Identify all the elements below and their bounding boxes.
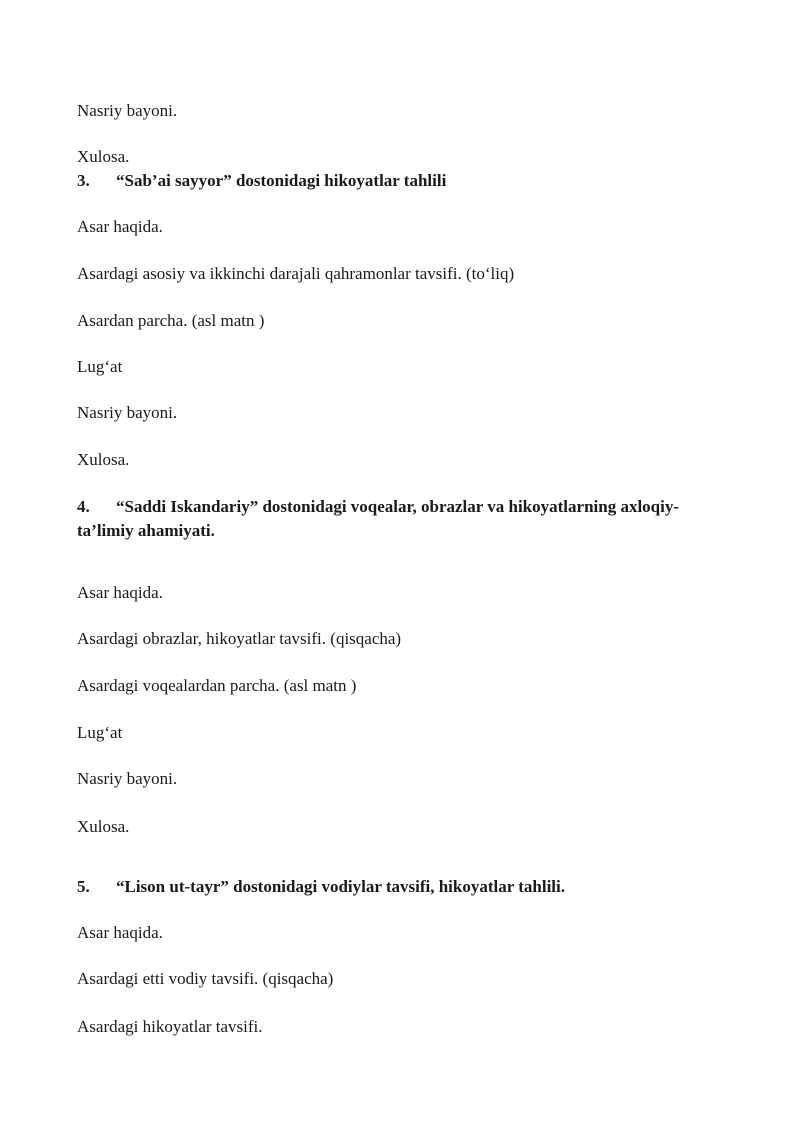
list-item: Asardagi asosiy va ikkinchi darajali qahramonlar tavsifi. (to‘liq) bbox=[77, 264, 515, 283]
conclusion-item: Xulosa. bbox=[77, 147, 130, 166]
list-item: Nasriy bayoni. bbox=[77, 769, 178, 788]
section-number: 5. bbox=[77, 877, 90, 896]
section-title-continued: ta’limiy ahamiyati. bbox=[77, 521, 215, 540]
section-title: “Saddi Iskandariy” dostonidagi voqealar, obrazlar va hikoyatlarning axloqiy- bbox=[116, 497, 680, 516]
list-item: Asardagi voqealardan parcha. (asl matn ) bbox=[77, 676, 357, 695]
list-item: Asar haqida. bbox=[77, 583, 163, 602]
list-item: Asardagi obrazlar, hikoyatlar tavsifi. (qisqacha) bbox=[77, 629, 402, 648]
list-item: Asar haqida. bbox=[77, 923, 163, 942]
list-item: Asardan parcha. (asl matn ) bbox=[77, 311, 265, 330]
section-title: “Lison ut-tayr” dostonidagi vodiylar tavsifi, hikoyatlar tahlili. bbox=[116, 877, 565, 896]
section-3-heading bbox=[77, 169, 747, 193]
prose-item: Nasriy bayoni. bbox=[77, 101, 178, 120]
section-title: “Sab’ai sayyor” dostonidagi hikoyatlar tahlili bbox=[116, 171, 447, 190]
list-item: Nasriy bayoni. bbox=[77, 403, 178, 422]
list-item: Lug‘at bbox=[77, 357, 123, 376]
list-item: Xulosa. bbox=[77, 817, 130, 836]
list-item: Asar haqida. bbox=[77, 217, 163, 236]
section-5-heading bbox=[77, 875, 747, 899]
list-item: Asardagi etti vodiy tavsifi. (qisqacha) bbox=[77, 969, 334, 988]
section-4-heading bbox=[77, 495, 747, 543]
list-item: Xulosa. bbox=[77, 450, 130, 469]
list-item: Lug‘at bbox=[77, 723, 123, 742]
section-number: 4. bbox=[77, 497, 90, 516]
section-number: 3. bbox=[77, 171, 90, 190]
list-item: Asardagi hikoyatlar tavsifi. bbox=[77, 1017, 263, 1036]
